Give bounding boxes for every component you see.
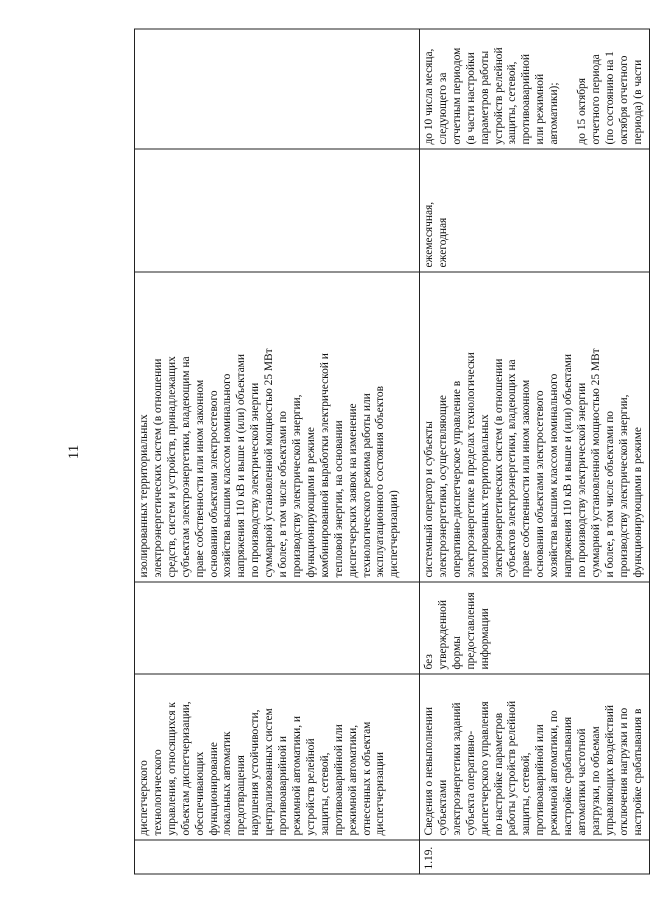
table-row [135,29,420,874]
deadline-cell: до 10 числа месяца, следующего за отчетным периодом (в части настройки параметров работы устройств релейной защиты, сетевой, противоаварийной или режимной автоматики); до 15 октября отчетного периода (по состоянию на 1 октября отчетного периода) (в части [420,29,650,149]
subjects-cell: изолированных территориальных электроэнергетических систем (в отношении средств, систем и устройств, принадлежащих субъектам электроэнергетики, владеющим на праве собственности или ином законном основании объектами электросетевого хозяйства высшим классом номинального напряжения 110 кВ и выше и (или) объектами по производству электрической энергии суммарной установленной мощностью 25 МВт и более, в том числе объектами по производству электрической энергии, функционирующими в режиме комбинированной выработки электрической и тепловой энергии, на основании диспетчерских заявок на изменение технологического режима работы или эксплуатационного состояния объектов диспетчеризации) [135,272,420,582]
info-name-cell: Сведения о невыполнении субъектами электроэнергетики заданий субъекта оперативно- диспетчерского управления по настройке параметров работы устройств релейной защиты, сетевой, противоаварийной или режимной автоматики, по настройке срабатывания автоматики частотной разгрузки, по объемам управляющих воздействий отключения нагрузки и по настройке срабатывания в [420,674,650,840]
form-cell [135,582,420,674]
page-number: 11 [66,444,82,460]
reporting-table [134,29,650,875]
table-row [420,29,650,874]
deadline-cell [135,29,420,149]
periodicity-cell: ежемесячная, ежегодная [420,149,650,272]
rotated-content [62,30,644,875]
row-number-cell [135,840,420,874]
info-name-cell: диспетчерского технологического управления, относящихся к объектам диспетчеризации, обеспечивающих функционирование локальных автоматик предотвращения нарушения устойчивости, централизованных систем противоаварийной и режимной автоматики, и устройств релейной защиты, сетевой, противоаварийной или режимной автоматики, отнесенных к объектам диспетчеризации [135,674,420,840]
subjects-cell: системный оператор и субъекты электроэнергетики, осуществляющие оперативно-диспетчерское управление в электроэнергетике в пределах технологически изолированных территориальных электроэнергетических систем (в отношении субъектов электроэнергетики, владеющих на праве собственности или ином законном основании объектами электросетевого хозяйства высшим классом номинального напряжения 110 кВ и выше и (или) объектами по производству электрической энергии суммарной установленной мощностью 25 МВт и более, в том числе объектами по производству электрической энергии, функционирующими в режиме [420,272,650,582]
periodicity-cell [135,149,420,272]
form-cell: без утвержденной формы предоставления информации [420,582,650,674]
row-number-cell: 1.19. [420,840,650,874]
